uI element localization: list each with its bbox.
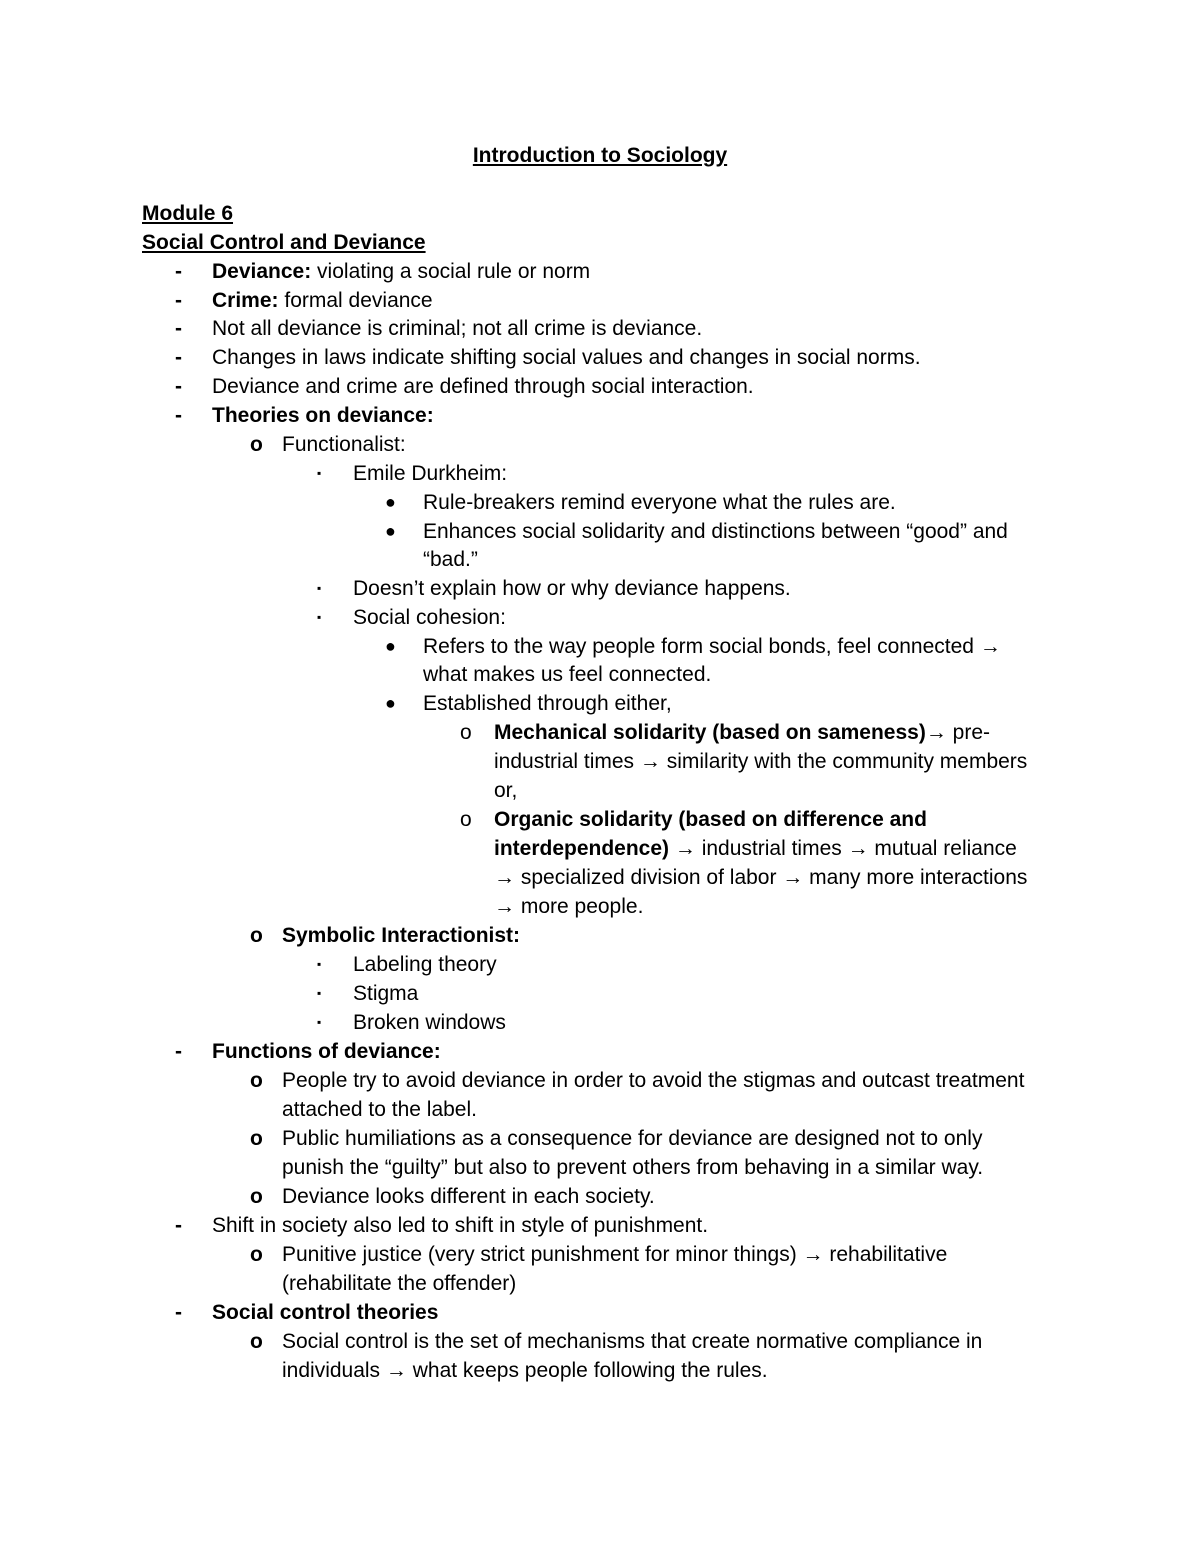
list-item: People try to avoid deviance in order to avoid the stigmas and outcast treatment [282,1069,1025,1092]
list-item: Not all deviance is criminal; not all crime is deviance. [212,317,703,340]
list-item: Theories on deviance: [212,404,434,427]
list-item: Functionalist: [282,433,406,456]
term-mechanical-solidarity: Mechanical solidarity (based on sameness) [494,721,926,744]
circle-bullet: o [250,433,263,456]
open-circle-bullet: o [460,721,472,744]
item-text: → pre- [925,721,991,744]
dash-bullet: - [175,346,182,369]
list-item [212,257,590,286]
open-circle-bullet: o [460,808,472,831]
circle-bullet: o [250,1185,263,1208]
dash-bullet: - [175,317,182,340]
list-item: Symbolic Interactionist: [282,924,521,947]
dash-bullet: - [175,375,182,398]
list-item: Punitive justice (very strict punishment for minor things) → rehabilitative [282,1243,948,1266]
list-item: Labeling theory [353,953,497,976]
list-item-continuation: → more people. [494,895,644,918]
list-item: Public humiliations as a consequence for deviance are designed not to only [282,1127,983,1150]
list-item: Deviance looks different in each society. [282,1185,655,1208]
list-item: Refers to the way people form social bonds, feel connected → [423,635,1001,658]
circle-bullet: o [250,924,263,947]
square-bullet: ▪ [317,1015,322,1029]
dot-bullet: ● [385,521,396,541]
term-deviance: Deviance: [212,260,312,283]
dash-bullet: - [175,404,182,427]
square-bullet: ▪ [317,466,322,480]
circle-bullet: o [250,1330,263,1353]
item-text: → industrial times → mutual reliance [669,837,1017,860]
dash-bullet: - [175,289,182,312]
list-item: Social control theories [212,1301,439,1324]
dot-bullet: ● [385,693,396,713]
definition-text: formal deviance [278,289,433,312]
term-organic-solidarity: interdependence) [494,837,670,860]
list-item-continuation: or, [494,779,518,802]
term-crime: Crime: [212,289,279,312]
dash-bullet: - [175,1214,182,1237]
list-item-continuation: industrial times → similarity with the community members [494,750,1028,773]
list-item: Functions of deviance: [212,1040,441,1063]
section-heading: Social Control and Deviance [142,231,426,254]
list-item: Enhances social solidarity and distinctions between “good” and [423,520,1008,543]
list-item: Shift in society also led to shift in style of punishment. [212,1214,709,1237]
square-bullet: ▪ [317,957,322,971]
list-item: Established through either, [423,692,672,715]
list-item: Social cohesion: [353,606,506,629]
definition-text: violating a social rule or norm [311,260,591,283]
page-title: Introduction to Sociology [472,144,728,167]
list-item [212,286,433,315]
list-item-continuation: punish the “guilty” but also to prevent others from behaving in a similar way. [282,1156,984,1179]
list-item: Rule-breakers remind everyone what the rules are. [423,491,896,514]
circle-bullet: o [250,1243,263,1266]
list-item-continuation: → specialized division of labor → many more interactions [494,866,1028,889]
dash-bullet: - [175,1301,182,1324]
square-bullet: ▪ [317,610,322,624]
list-item: Changes in laws indicate shifting social values and changes in social norms. [212,346,921,369]
list-item: Organic solidarity (based on difference and [494,808,927,831]
list-item: Stigma [353,982,419,1005]
list-item-continuation: (rehabilitate the offender) [282,1272,517,1295]
dot-bullet: ● [385,636,396,656]
dash-bullet: - [175,1040,182,1063]
list-item: Social control is the set of mechanisms that create normative compliance in [282,1330,983,1353]
list-item-continuation [494,834,1017,863]
square-bullet: ▪ [317,581,322,595]
circle-bullet: o [250,1127,263,1150]
list-item-continuation: attached to the label. [282,1098,477,1121]
list-item-continuation: “bad.” [423,548,478,571]
list-item-continuation: individuals → what keeps people following the rules. [282,1359,768,1382]
list-item: Deviance and crime are defined through social interaction. [212,375,754,398]
square-bullet: ▪ [317,986,322,1000]
list-item: Emile Durkheim: [353,462,508,485]
list-item-continuation: what makes us feel connected. [423,663,712,686]
dot-bullet: ● [385,492,396,512]
dash-bullet: - [175,260,182,283]
list-item: Broken windows [353,1011,506,1034]
list-item: Doesn’t explain how or why deviance happens. [353,577,791,600]
list-item [494,718,990,747]
circle-bullet: o [250,1069,263,1092]
module-heading: Module 6 [142,202,234,225]
